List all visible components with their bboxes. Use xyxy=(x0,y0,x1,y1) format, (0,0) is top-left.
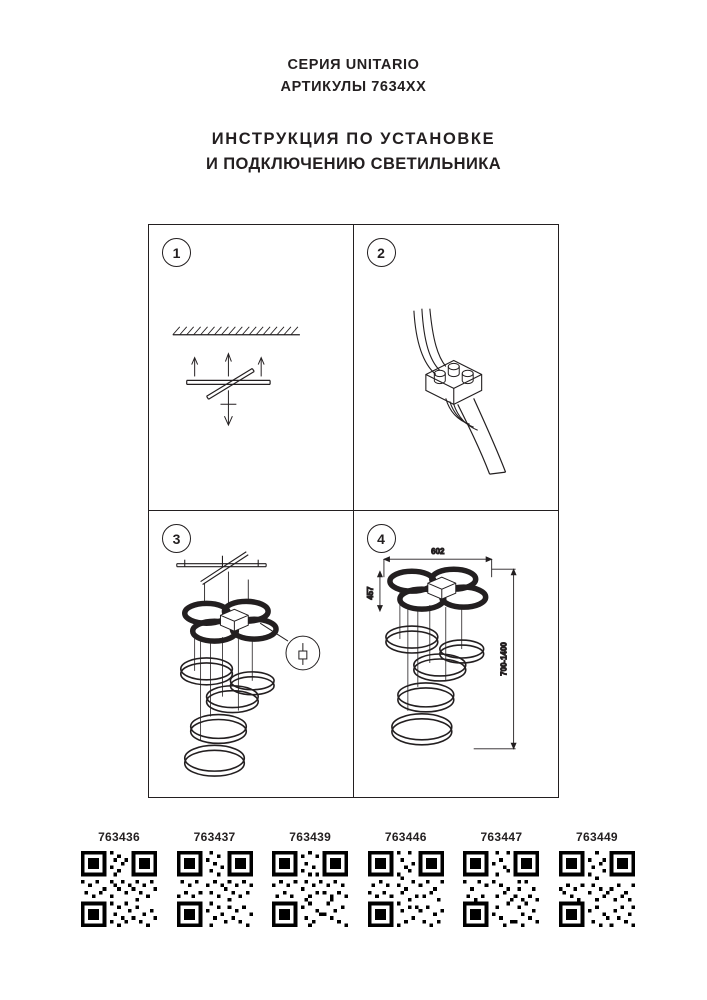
articles-label: АРТИКУЛЫ 7634XX xyxy=(280,79,427,95)
step-cell-3 xyxy=(149,511,354,797)
step-1-illustration xyxy=(149,225,353,510)
step-cell-4 xyxy=(354,511,559,797)
dimension-suspension-text: 700-1400 xyxy=(499,642,509,676)
qr-code-image[interactable] xyxy=(559,851,635,927)
step-3-illustration xyxy=(149,511,353,797)
qr-item xyxy=(365,830,447,932)
qr-code-image[interactable] xyxy=(177,851,253,927)
step-number-2: 2 xyxy=(367,238,396,267)
step-cell-1 xyxy=(149,225,354,511)
step-cell-2 xyxy=(354,225,559,511)
qr-article-code: 763449 xyxy=(576,830,618,844)
qr-article-code: 763446 xyxy=(384,830,427,844)
page-title-line1: ИНСТРУКЦИЯ ПО УСТАНОВКЕ xyxy=(211,130,496,148)
qr-item xyxy=(174,830,256,932)
step-2-illustration xyxy=(354,225,559,510)
dimension-width-text: 602 xyxy=(430,547,444,557)
qr-code-image[interactable] xyxy=(272,851,348,927)
qr-article-code: 763447 xyxy=(480,830,523,844)
qr-item xyxy=(269,830,351,932)
qr-code-image[interactable] xyxy=(463,851,539,927)
qr-item xyxy=(556,830,638,932)
document-header xyxy=(0,56,707,177)
step-4-illustration xyxy=(354,511,559,797)
qr-code-image[interactable] xyxy=(81,851,157,927)
page-title xyxy=(0,127,707,177)
dimension-height-text: 457 xyxy=(365,586,375,600)
qr-article-code: 763437 xyxy=(193,830,236,844)
steps-grid xyxy=(148,224,559,798)
qr-article-code: 763439 xyxy=(289,830,332,844)
qr-article-code: 763436 xyxy=(98,830,140,844)
step-number-4: 4 xyxy=(367,524,396,553)
step-number-3: 3 xyxy=(162,524,191,553)
qr-code-image[interactable] xyxy=(368,851,444,927)
page-title-line2: И ПОДКЛЮЧЕНИЮ СВЕТИЛЬНИКА xyxy=(205,155,502,173)
qr-item xyxy=(78,830,160,932)
qr-code-row xyxy=(78,830,638,932)
series-label: СЕРИЯ UNITARIO xyxy=(287,57,420,73)
step-number-1: 1 xyxy=(162,238,191,267)
qr-item xyxy=(460,830,542,932)
